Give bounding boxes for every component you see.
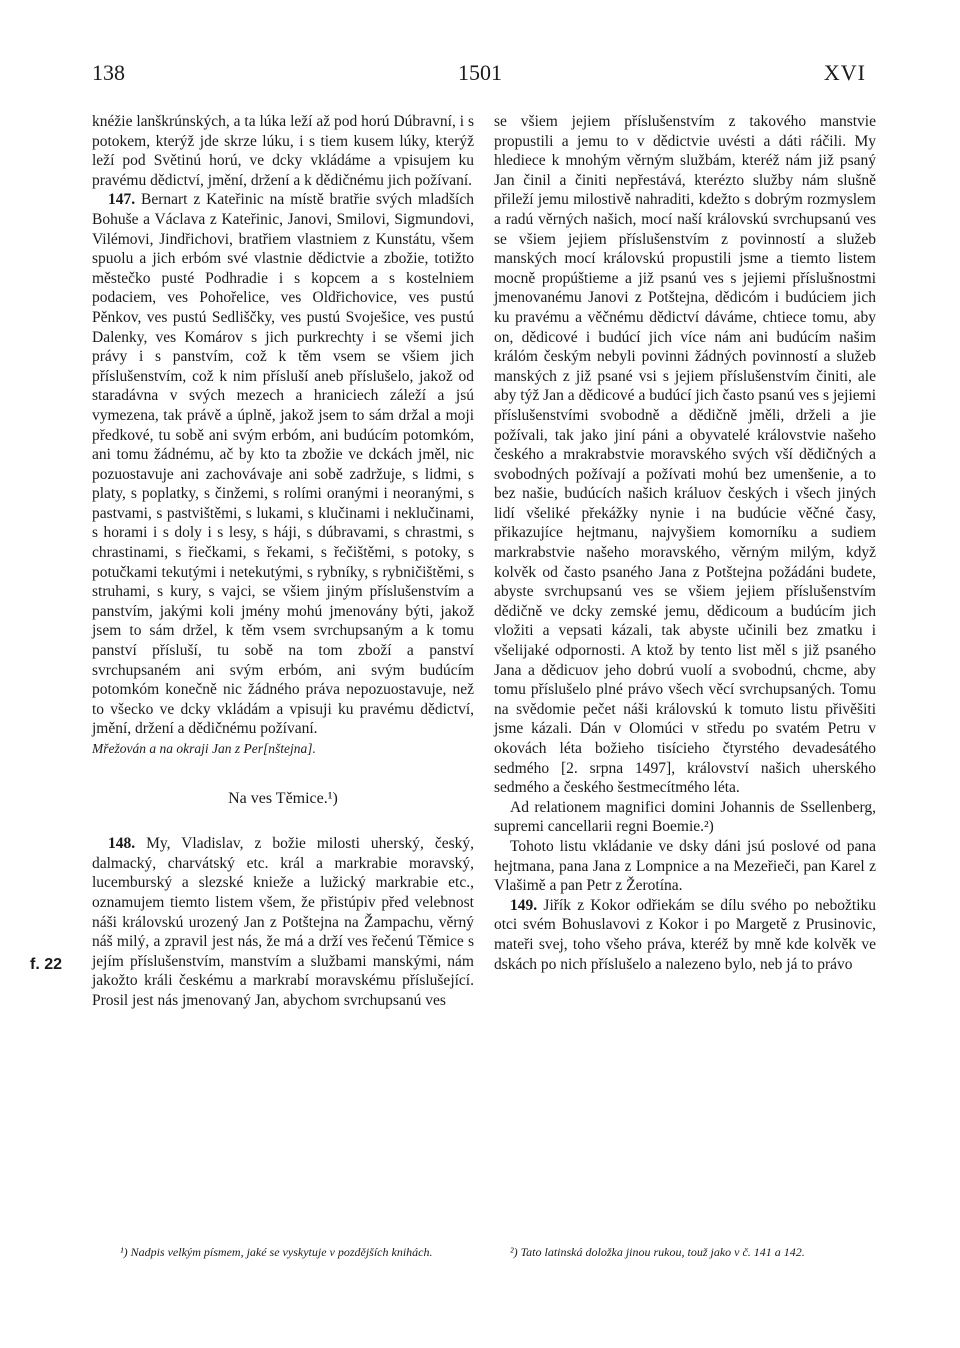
entry-149 (494, 896, 876, 974)
footnote-2: ²) Tato latinská doložka jinou rukou, touž jako v č. 141 a 142. (510, 1245, 805, 1259)
entry-text: My, Vladislav, z božie milosti uherský, český, dalmacký, charvátský etc. král a markrabie moravský, lucemburský a slezské knieže a lužický markrabie etc., oznamujem tiemto listem všem, že přistúpiv před velebnost náši královskú urozený Jan z Potštejna na Žampachu, věrný náš milý, a zpravil jest nás, že má a drží ves řečenú Těmice s jejím příslušenstvím, manstvím a službami manskými, nám jakožto králi českému a markrabí moravskému příslušející. Prosil jest nás jmenovaný Jan, abychom svrchupsanú ves (92, 835, 474, 1009)
entry-note: Mřežován a na okraji Jan z Per[nštejna]. (92, 741, 316, 756)
page-number: 138 (92, 60, 125, 85)
folio-margin-label: f. 22 (30, 956, 63, 973)
entry-number: 147. (108, 191, 136, 209)
latin-clause: Ad relationem magnifici domini Johannis de Ssellenberg, supremi cancellarii regni Boemie.²) (494, 798, 876, 836)
entry-148-continuation: se všiem jejiem příslušenstvím z takového manstvie propustili a jemu to v dědictvie uvésti a dáti ráčili. My hlediece k mnohým věrným službám, kteréž nám již psaný Jan činil a činiti nepřestává, kterézto služby nám slušně přileží jemu milostivě nahraditi, kdežto s dobrým rozmyslem a radú věrných našich, mocí naší královskú svrchupsanú ves se všiem jejiem příslušenstvím z povinností a služeb manských mocí královskú propustili jsme a tiemto listem mocně propúštieme a již psanú ves s jejiemi příslušnostmi jmenovanému Janovi z Potštejna, dědicóm i budúciem jich ku pravému a věčnému dědictví dáváme, chtiece tomu, aby on, dědicové i budúcí jich více nám ani budúcím našim králóm českým nebyli povinni žádných povinností a služeb manských z již psané vsi s jejiem příslušenstvím činiti, ale aby týž Jan a dědicové a budúcí jich často psanú ves s jejiemi příslušenstvími svobodně a dědičně jměli, drželi a jie požívali, tak jako jiní páni a obyvatelé královstvie našeho českého a mrakrabstvie moravského svých vší dědičných a svobodných požívají a požívati mohú bez umenšenie, a to bez našie, budúcích našich králuov českých i všech jiných lidí všeliké překážky nynie i na budúcie věčné časy, přikazujíce hejtmanu, najvyšiem komorníku a sudiem markrabstvie našeho moravského, věrným milým, když kolvěk od často psaného Jana z Potštejna požádáni budete, abyste svrchupsanú ves se všiem jejiem příslušenstvím dědičně ve dcky zemské jemu, dědicoum a budúcím jich vložiti a vepsati kázali, tak abyste učinili bez zmatku i všelijaké odpornosti. A ktož by tento list měl s již psaného Jana a dědicuov jeho dobrú vuolí a svobodnú, chcme, aby tomu příslušelo plné právo všech věcí svrchupsaných. Tomu na svědomie pečet náši královskú k tomuto listu přivěšiti jsme kázali. Dán v Olomúci v středu po svatém Petru v okovách léta božieho tisícieho čtyrstého devadesátého sedmého [2. srpna 1497], království našich uherského sedmého a českého šestmecítmého léta. (494, 113, 876, 797)
entry-text: Jiřík z Kokor odřiekám se dílu svého po nebožtiku otci svém Bohuslavovi z Kokor i po Margetě z Prusinovic, mateři svej, toho všeho práva, kteréž by mně kde kolvěk ve dskách po nich příslušelo a nalezeno bylo, neb já to právo (494, 896, 876, 973)
paragraph-146-continuation: knéžie lanškrúnských, a ta lúka leží až pod horú Dúbravní, i s potokem, kterýž jde skrze lúku, i s tiem kusem lúky, kterýž leží pod Světinú horú, ve dcky vkládáme a vpisujem ku pravému dědictví, jmění, držení a k dědičnému jich požívaní. (92, 113, 474, 189)
entry-147 (92, 190, 474, 739)
right-column (494, 112, 876, 974)
entry-148 (92, 834, 474, 1010)
entry-number: 148. (108, 835, 136, 853)
entry-text: Bernart z Kateřinic na místě bratřie svých mladších Bohuše a Václava z Kateřinic, Janovi, Smilovi, Sigmundovi, Vilémovi, Jindřichovi, bratřiem vlastniem z Kunstátu, všem spuolu a jich erbóm své vlastnie dědictvie a zbožie, totižto městečko pusté Podhradie i s kopcem a s kostelniem podaciem, ves Pohořelice, ves Oldřichovice, ves pustú Pěnkov, ves pustú Sedliščky, ves pustú Svoješice, ves pustú Dalenky, ves Komárov s jich purkrechty i se všemi jich právy i s panstvím, což k těm vsem se všiem jich příslušenstvím, což k nim přísluší aneb příslušelo, jakož od staradávna v svých mezech a hraniciech záleží a jsú vymezena, tak právě a úplně, jakož jsem to sám držal a moji předkové, tu sobě ani svým erbóm, ani budúcím potomkóm, ani tomu žádnému, ač by kto ta zbožie ve dckách jměl, nic pozuostavuje ani zachovávaje ani sobě zadržuje, s lidmi, s platy, s poplatky, s činžemi, s rolími oranými i neoranými, s pastvami, s pastvištěmi, s lukami, s klučinami i neklučinami, s horami i s doly i s lesy, s háji, s dúbravami, s chrastmi, s chrastinami, s řiečkami, s řekami, s řečištěmi, s potoky, s potučkami tekutými i netekutými, s rybníky, s rybničištěmi, s struhami, s kury, s vajci, se všiem jiným příslušenstvím a panstvím, jakými koli jmény mohú jmenovány býti, jakož jsem to sám držel, k těm vsem svrchupsaným a k tomu panství přísluší, tu sobě na tom zboží a panství svrchupsaném ani svým erbóm, ani svým budúcím potomkóm konečně nic žádného práva nepozuostavuje, než to všecko ve dcky vkládám a vpisuji ku pravému dědictví, jmění, držení a dědičnému požívaní. (92, 191, 474, 738)
left-column (92, 112, 474, 1011)
messengers-paragraph: Tohoto listu vkládanie ve dsky dáni jsú poslové od pana hejtmana, pana Jana z Lompnice a na Mezeřieči, pan Karel z Vlašimě a pan Petr z Žerotína. (494, 837, 876, 895)
footnote-1: ¹) Nadpis velkým písmem, jaké se vyskytuje v pozdějších knihách. (120, 1245, 433, 1259)
chapter-number: XVI (823, 60, 866, 85)
section-heading: Na ves Těmice.¹) (228, 789, 338, 807)
entry-number: 149. (510, 896, 538, 914)
running-year: 1501 (458, 60, 502, 85)
